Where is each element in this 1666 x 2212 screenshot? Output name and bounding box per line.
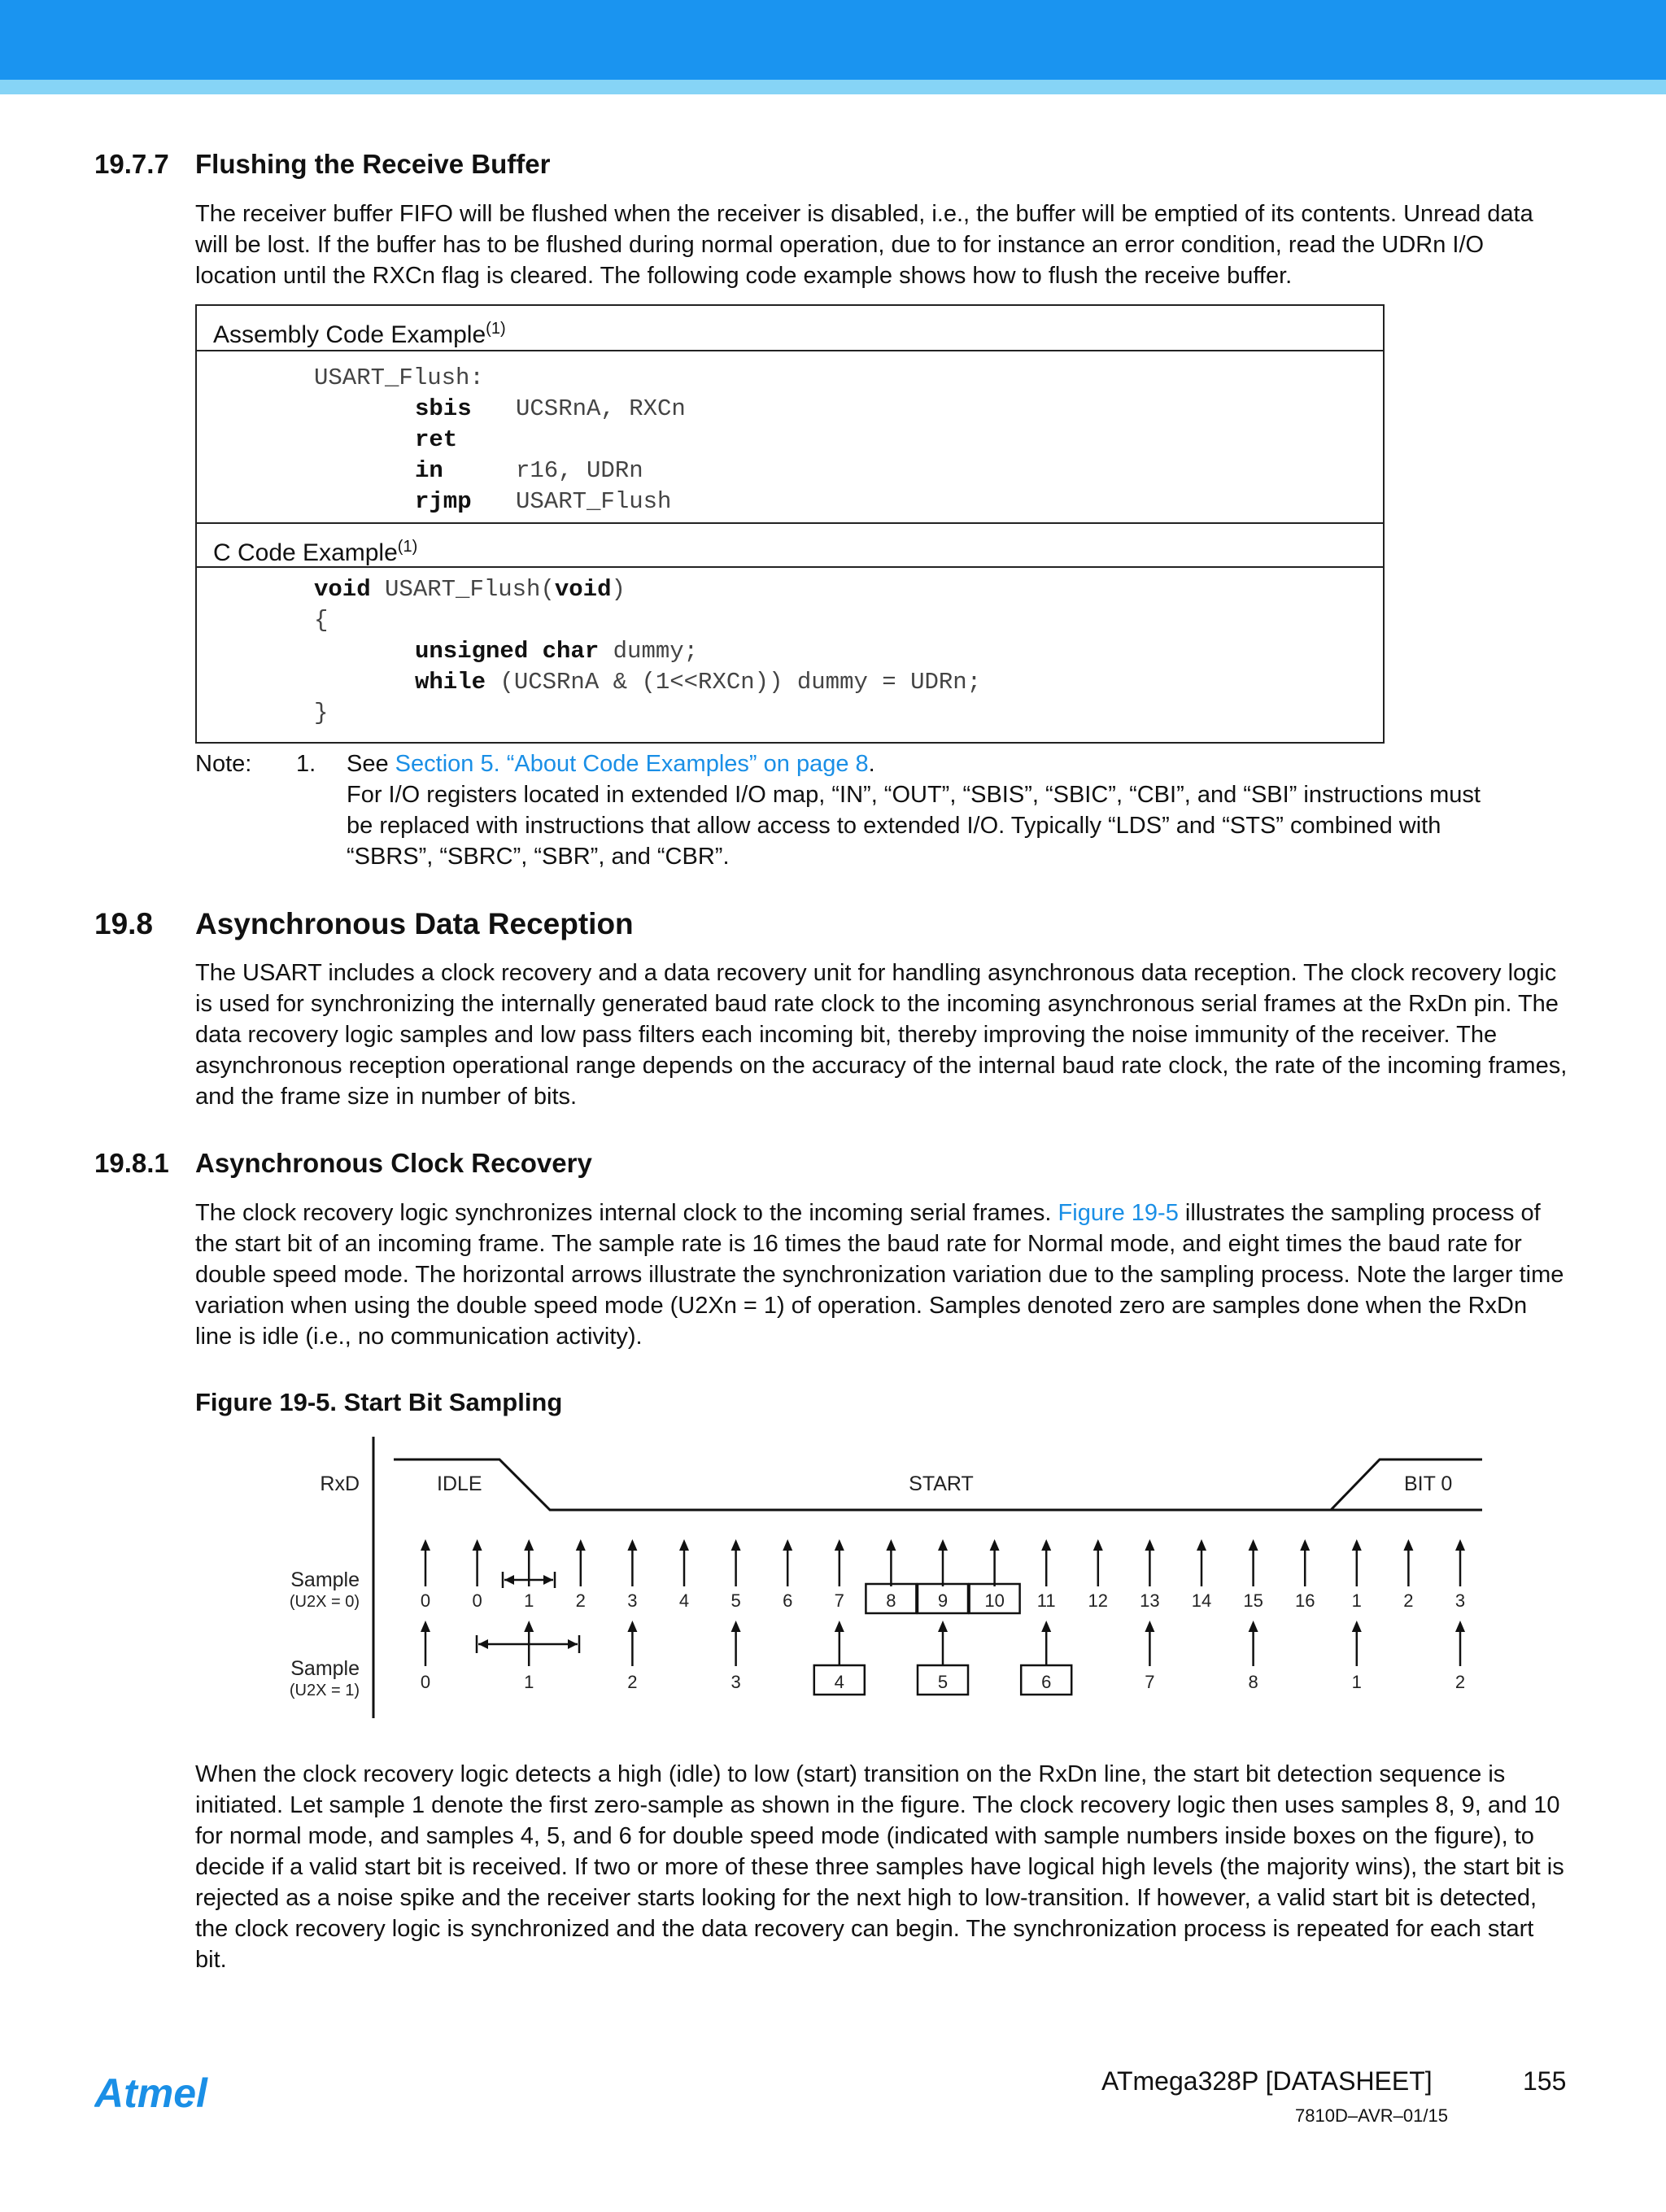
sample-label: 16: [1294, 1590, 1315, 1611]
sample-label: 7: [1145, 1672, 1155, 1692]
atmel-logo: [94, 2071, 249, 2114]
code-example-table: [195, 304, 1385, 744]
sample-label: 15: [1243, 1590, 1263, 1611]
c-header: C Code Example$^{(1)}$: [197, 522, 1383, 568]
sample-arrowhead: [1455, 1539, 1465, 1551]
asm-line: in: [415, 457, 443, 484]
note-line-1: See Section 5. “About Code Examples” on page 8.: [347, 751, 875, 777]
sample-label-row0: Sample: [290, 1568, 360, 1591]
sample-arrowhead: [783, 1539, 792, 1551]
h-arrowhead-left-row0: [504, 1575, 514, 1585]
c-line-close-brace: }: [314, 700, 329, 726]
sample-label: 0: [472, 1590, 482, 1611]
asm-label: USART_Flush:: [314, 364, 484, 391]
u2x0-label: (U2X = 0): [289, 1593, 360, 1611]
sample-label: 5: [731, 1590, 741, 1611]
sample-label: 0: [420, 1590, 431, 1611]
asm-args: USART_Flush: [516, 488, 672, 515]
u2x1-label: (U2X = 1): [289, 1682, 360, 1699]
sample-arrowhead: [1145, 1539, 1154, 1551]
sample-arrowhead: [524, 1621, 534, 1632]
footer-page-number: 155: [1523, 2066, 1567, 2096]
sample-label: 1: [1351, 1672, 1362, 1692]
figure-caption: Figure 19-5. Start Bit Sampling: [195, 1388, 563, 1416]
note-line-2: For I/O registers located in extended I/O map, “IN”, “OUT”, “SBIS”, “SBIC”, “CBI”, and “SBI” instructions must: [347, 782, 1481, 808]
c-line-while: while (UCSRnA & (1<<RXCn)) dummy = UDRn;: [415, 669, 982, 696]
sample-arrowhead: [1197, 1539, 1206, 1551]
sample-label: 2: [627, 1672, 638, 1692]
sample-label: 12: [1088, 1590, 1109, 1611]
sample-label: 8: [1248, 1672, 1258, 1692]
sample-arrowhead: [1403, 1539, 1413, 1551]
sample-arrowhead: [473, 1539, 482, 1551]
paragraph-async-reception: The USART includes a clock recovery and a data recovery unit for handling asynchronous data reception. The clock recovery logic is used for synchronizing the internally generated baud rate clock to the incoming asynchronous serial frames at the RxDn pin. The data recovery logic samples and low pass filters each incoming bit, thereby improving the noise immunity of the receiver. The asynchronous reception operational range depends on the accuracy of the internal baud rate clock, the rate of the incoming frames, and the frame size in number of bits.: [195, 960, 1568, 1110]
sample-arrowhead: [576, 1539, 586, 1551]
section-title-async-reception: Asynchronous Data Reception: [195, 907, 634, 940]
sample-label: 7: [834, 1590, 844, 1611]
sample-arrowhead: [679, 1539, 689, 1551]
header-bar: [0, 0, 1666, 80]
sample-label: 11: [1036, 1590, 1056, 1611]
rxd-label: RxD: [320, 1472, 360, 1495]
sample-label: 2: [1454, 1672, 1466, 1692]
sample-row-u2x1: [421, 1621, 1465, 1695]
sample-arrowhead: [1041, 1539, 1051, 1551]
sample-arrowhead: [627, 1621, 637, 1632]
sample-label: 2: [1403, 1590, 1414, 1611]
boxed-sample-label: 4: [834, 1672, 844, 1692]
section-number-19-7-7: 19.7.7: [94, 149, 169, 179]
header-stripe: [0, 80, 1666, 94]
asm-args: r16, UDRn: [516, 457, 643, 484]
bit0-label: BIT 0: [1404, 1472, 1453, 1495]
paragraph-clock-recovery: The clock recovery logic synchronizes internal clock to the incoming serial frames. Figure 19-5 illustrates the sampling process of the start bit of an incoming frame. The sample rate is 16 times the baud rate for Normal mode, and eight times the baud rate for double speed mode. The horizontal arrows illustrate the synchronization variation due to the sampling process. Note the larger time variation when using the double speed mode (U2Xn = 1) of operation. Samples denoted zero are samples done when the RxDn line is idle (i.e., no communication activity).: [195, 1200, 1564, 1350]
boxed-sample-label: 10: [984, 1590, 1005, 1611]
sample-arrowhead: [1352, 1621, 1362, 1632]
sample-label: 14: [1191, 1590, 1212, 1611]
sample-arrowhead: [731, 1621, 741, 1632]
c-code-block: [197, 568, 1383, 739]
sample-arrowhead: [1093, 1539, 1103, 1551]
start-label: START: [909, 1472, 974, 1495]
sample-arrowhead: [731, 1539, 741, 1551]
start-bit-sampling-figure: [0, 1432, 1666, 1725]
h-arrowhead-left-row1: [478, 1639, 488, 1649]
paragraph-start-bit-detection: When the clock recovery logic detects a high (idle) to low (start) transition on the RxDn line, the start bit detection sequence is initiated. Let sample 1 denote the first zero-sample as shown in the figure. The clock recovery logic then uses samples 8, 9, and 10 for normal mode, and samples 4, 5, and 6 for double speed mode (indicated with sample numbers inside boxes on the figure), to decide if a valid start bit is received. If two or more of these three samples have logical high levels (the majority wins), the start bit is rejected as a noise spike and the receiver starts looking for the next high to low-transition. If however, a valid start bit is detected, the clock recovery logic is synchronized and the data recovery can begin. The synchronization process is repeated for each start bit.: [195, 1761, 1564, 1973]
sample-label: 0: [420, 1672, 431, 1692]
sample-label: 13: [1140, 1590, 1160, 1611]
sample-arrowhead: [1249, 1539, 1258, 1551]
boxed-sample-label: 5: [937, 1672, 949, 1692]
asm-header: Assembly Code Example$^{(1)}$: [197, 306, 1383, 351]
sample-label: 6: [783, 1590, 793, 1611]
sample-label-row1: Sample: [290, 1657, 360, 1680]
asm-line: rjmp: [415, 488, 472, 515]
sample-label: 2: [575, 1590, 586, 1611]
section-title-flushing: Flushing the Receive Buffer: [195, 149, 551, 179]
footer-doc-title: ATmega328P [DATASHEET]: [1101, 2066, 1433, 2096]
sample-arrowhead: [1300, 1539, 1310, 1551]
boxed-sample-label: 9: [937, 1590, 949, 1611]
sample-arrowhead: [938, 1621, 948, 1632]
paragraph-flushing: The receiver buffer FIFO will be flushed when the receiver is disabled, i.e., the buffer will be emptied of its contents. Unread data will be lost. If the buffer has to be flushed during normal operation, due to for instance an error condition, read the UDRn I/O location until the RXCn flag is cleared. The following code example shows how to flush the receive buffer.: [195, 201, 1533, 289]
sample-label: 1: [524, 1672, 534, 1692]
note-label: Note:: [195, 751, 252, 777]
section-number-19-8-1: 19.8.1: [94, 1148, 169, 1178]
c-line-signature: void USART_Flush(void): [314, 576, 626, 603]
asm-args: UCSRnA, RXCn: [516, 395, 686, 422]
asm-code-block: [197, 351, 1383, 522]
sample-arrowhead: [835, 1621, 844, 1632]
section-number-19-8: 19.8: [94, 907, 154, 940]
section-5-link[interactable]: Section 5. “About Code Examples” on page 8: [395, 751, 869, 777]
sample-label: 4: [678, 1590, 690, 1611]
sample-arrowhead: [990, 1539, 1000, 1551]
svg-text:Atmel: Atmel: [94, 2071, 207, 2114]
h-arrowhead-right-row0: [543, 1575, 553, 1585]
sample-arrowhead: [1145, 1621, 1154, 1632]
section-title-clock-recovery: Asynchronous Clock Recovery: [195, 1148, 592, 1178]
sample-label: 3: [731, 1672, 741, 1692]
sample-label: 1: [524, 1590, 534, 1611]
c-line-decl: unsigned char dummy;: [415, 638, 699, 665]
sample-label: 3: [627, 1590, 638, 1611]
sample-arrowhead: [1352, 1539, 1362, 1551]
sample-arrowhead: [421, 1621, 430, 1632]
boxed-sample-label: 8: [886, 1590, 896, 1611]
sample-label: 1: [1351, 1590, 1362, 1611]
sample-arrowhead: [421, 1539, 430, 1551]
note-line-3: be replaced with instructions that allow access to extended I/O. Typically “LDS” and “STS” combined with: [347, 813, 1441, 839]
sample-arrowhead: [524, 1539, 534, 1551]
sample-arrowhead: [627, 1539, 637, 1551]
sample-arrowhead: [886, 1539, 896, 1551]
asm-line: ret: [415, 426, 458, 453]
sample-row-u2x0: [421, 1539, 1465, 1613]
c-line-open-brace: {: [314, 607, 329, 634]
sample-arrowhead: [1249, 1621, 1258, 1632]
note-line-4: “SBRS”, “SBRC”, “SBR”, and “CBR”.: [347, 844, 730, 870]
asm-line: sbis: [415, 395, 472, 422]
idle-label: IDLE: [437, 1472, 482, 1495]
sample-label: 3: [1454, 1590, 1466, 1611]
footer-doc-number: 7810D–AVR–01/15: [1295, 2105, 1448, 2126]
sample-arrowhead: [835, 1539, 844, 1551]
note-number: 1.: [296, 751, 316, 777]
figure-19-5-link[interactable]: Figure 19-5: [1058, 1200, 1179, 1226]
boxed-sample-label: 6: [1041, 1672, 1052, 1692]
sample-arrowhead: [938, 1539, 948, 1551]
sample-arrowhead: [1041, 1621, 1051, 1632]
h-arrowhead-right-row1: [568, 1639, 578, 1649]
sample-arrowhead: [1455, 1621, 1465, 1632]
